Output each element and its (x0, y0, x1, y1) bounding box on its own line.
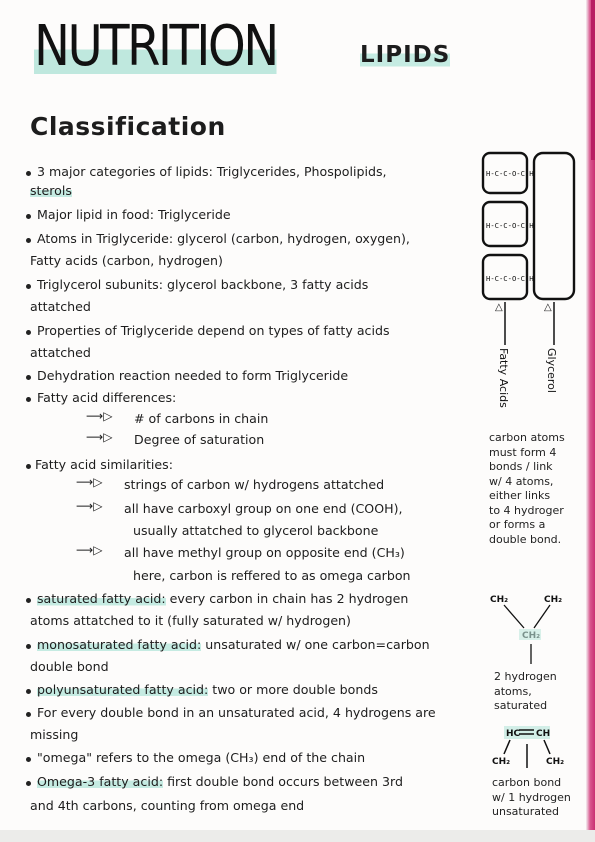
fatty-acids-label: Fatty Acids (497, 348, 510, 408)
bullet (26, 397, 31, 402)
bullet (26, 644, 31, 649)
bullet (26, 330, 31, 335)
note-line: Fatty acid similarities: (35, 457, 173, 472)
note-line: missing (30, 727, 79, 742)
svg-text:CH₂: CH₂ (546, 757, 565, 767)
note-line: For every double bond in an unsaturated acid, 4 hydrogens are (37, 705, 436, 720)
svg-text:△: △ (544, 302, 552, 313)
note-line: Fatty acid differences: (37, 390, 177, 405)
arrow-icon: ⟶▷ (76, 475, 103, 489)
unsaturated-note: carbon bond w/ 1 hydrogen unsaturated (492, 776, 571, 818)
section-heading: Classification (30, 112, 226, 141)
note-line: strings of carbon w/ hydrogens attatched (124, 477, 385, 492)
molecule-row: H-C-C-O-C-H (486, 274, 534, 283)
note-line: sterols (30, 183, 72, 198)
bullet (26, 757, 31, 762)
svg-text:CH₂: CH₂ (544, 595, 563, 605)
page-edge-dark (591, 0, 595, 160)
saturated-note: 2 hydrogen atoms, saturated (494, 670, 557, 712)
arrow-icon: ⟶▷ (76, 499, 103, 513)
bullet (26, 375, 31, 380)
bullet (26, 598, 31, 603)
bullet (26, 781, 31, 786)
note-line: Degree of saturation (134, 432, 265, 447)
note-line: saturated fatty acid: every carbon in chain has 2 hydrogen (37, 591, 409, 606)
saturated-structure (486, 588, 576, 668)
svg-text:CH: CH (536, 729, 551, 739)
bullet (26, 689, 31, 694)
carbon-note: carbon atoms must form 4 bonds / link w/ 4 atoms, either links to 4 hydroger or forms a double bond. (489, 431, 565, 546)
bullet (26, 464, 31, 469)
page-bottom-edge (0, 830, 595, 842)
arrow-icon: ⟶▷ (76, 543, 103, 557)
bullet (26, 171, 31, 176)
bullet (26, 284, 31, 289)
note-line: here, carbon is reffered to as omega carbon (133, 568, 411, 583)
svg-text:CH₂: CH₂ (490, 595, 509, 605)
bullet (26, 238, 31, 243)
svg-text:△: △ (495, 302, 503, 313)
svg-text:HC: HC (506, 729, 521, 739)
note-line: and 4th carbons, counting from omega end (30, 798, 305, 813)
note-line: # of carbons in chain (134, 411, 269, 426)
note-line: Major lipid in food: Triglyceride (37, 207, 231, 222)
triglyceride-diagram (480, 150, 580, 420)
note-line: Omega-3 fatty acid: first double bond occurs between 3rd (37, 774, 403, 789)
arrow-icon: ⟶▷ (86, 430, 113, 444)
note-line: atoms attatched to it (fully saturated w/ hydrogen) (30, 613, 351, 628)
note-line: all have carboxyl group on one end (COOH), (124, 501, 403, 516)
page-title: NUTRITION (34, 14, 277, 79)
arrow-icon: ⟶▷ (86, 409, 113, 423)
note-line: all have methyl group on opposite end (CH₃) (124, 545, 405, 560)
molecule-row: H-C-C-O-C-H (486, 169, 534, 178)
note-line: usually attatched to glycerol backbone (133, 523, 379, 538)
note-line: Properties of Triglyceride depend on types of fatty acids (37, 323, 390, 338)
note-line: Triglycerol subunits: glycerol backbone, 3 fatty acids (37, 277, 369, 292)
note-line: Atoms in Triglyceride: glycerol (carbon, hydrogen, oxygen), (37, 231, 410, 246)
note-line: double bond (30, 659, 109, 674)
molecule-row: H-C-C-O-C-H (486, 221, 534, 230)
glycerol-label: Glycerol (545, 348, 558, 393)
note-line: 3 major categories of lipids: Triglycerides, Phospolipids, (37, 164, 387, 179)
note-line: Dehydration reaction needed to form Triglyceride (37, 368, 349, 383)
page-subtitle: LIPIDS (360, 42, 451, 68)
svg-text:CH₂: CH₂ (492, 757, 511, 767)
note-line: Fatty acids (carbon, hydrogen) (30, 253, 223, 268)
note-line: attatched (30, 299, 91, 314)
note-line: monosaturated fatty acid: unsaturated w/ one carbon=carbon (37, 637, 430, 652)
note-line: polyunsaturated fatty acid: two or more double bonds (37, 682, 378, 697)
bullet (26, 712, 31, 717)
bullet (26, 214, 31, 219)
note-line: attatched (30, 345, 91, 360)
glycerol-box (534, 153, 574, 299)
note-line: "omega" refers to the omega (CH₃) end of the chain (37, 750, 366, 765)
unsaturated-structure (486, 722, 576, 772)
